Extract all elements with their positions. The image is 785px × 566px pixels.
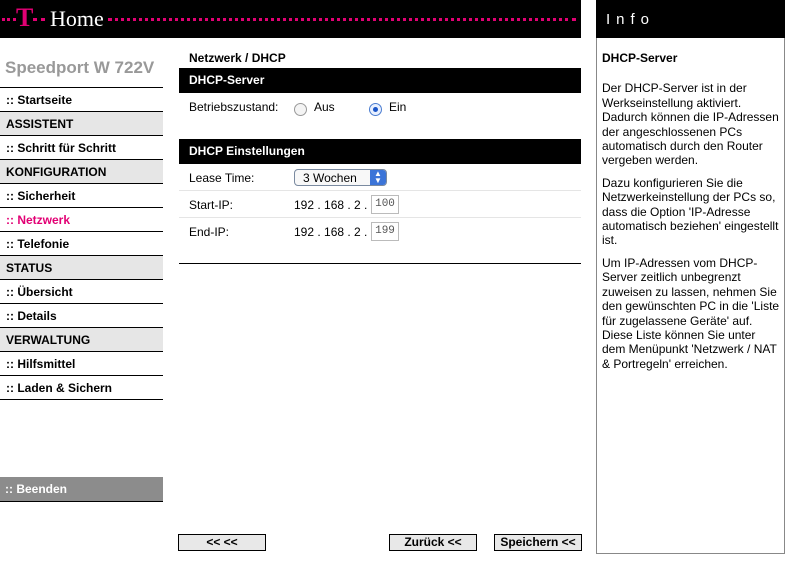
radio-aus-label[interactable]: Aus xyxy=(314,100,335,114)
start-ip-label: Start-IP: xyxy=(189,198,234,212)
end-ip-input[interactable]: 199 xyxy=(371,222,399,241)
banner-dots-left xyxy=(2,18,16,21)
radio-ein-label[interactable]: Ein xyxy=(389,100,407,114)
sidebar-section-konfiguration: KONFIGURATION xyxy=(0,159,163,183)
sidebar-item-hilfsmittel[interactable]: :: Hilfsmittel xyxy=(0,351,163,375)
sidebar-section-verwaltung: VERWALTUNG xyxy=(0,327,163,351)
telekom-logo: T xyxy=(16,3,34,32)
top-banner xyxy=(0,0,581,38)
banner-dots-mid xyxy=(33,18,45,21)
radio-ein[interactable] xyxy=(369,103,382,116)
info-paragraph: Dazu konfigurieren Sie die Netzwerkeinstellung der PCs so, dass die Option 'IP-Adresse automatisch beziehen' eingestellt ist. xyxy=(602,175,779,248)
start-ip-prefix: 192 . 168 . 2 . xyxy=(294,198,368,212)
info-header: Info xyxy=(596,0,785,38)
first-page-button[interactable]: << << xyxy=(178,534,266,551)
info-paragraph: Um IP-Adressen vom DHCP-Server zeitlich unbegrenzt zuweisen zu lassen, nehmen Sie den gewünschten PC in die 'Liste für zugelassene Geräte' auf. xyxy=(602,255,780,328)
info-panel xyxy=(596,38,785,554)
sidebar-item-startseite[interactable]: :: Startseite xyxy=(0,87,163,111)
end-ip-prefix: 192 . 168 . 2 . xyxy=(294,225,368,239)
info-paragraph: Der DHCP-Server ist in der Werkseinstellung aktiviert. Dadurch können die IP-Adressen der angeschlossenen PCs automatisch durch den Router vergeben werden. xyxy=(602,81,779,168)
back-button[interactable]: Zurück << xyxy=(389,534,477,551)
row-divider xyxy=(179,190,581,191)
lease-time-select[interactable] xyxy=(294,169,387,186)
end-ip-label: End-IP: xyxy=(189,225,230,239)
lease-time-value: 3 Wochen xyxy=(303,171,357,185)
start-ip-input[interactable]: 100 xyxy=(371,195,399,214)
sidebar-item-uebersicht[interactable]: :: Übersicht xyxy=(0,279,163,303)
content-divider xyxy=(179,263,581,264)
banner-title: Home xyxy=(50,6,104,31)
dhcp-settings-header: DHCP Einstellungen xyxy=(179,139,581,164)
info-title: DHCP-Server xyxy=(602,51,678,65)
sidebar-item-telefonie[interactable]: :: Telefonie xyxy=(0,231,163,255)
sidebar-item-sicherheit[interactable]: :: Sicherheit xyxy=(0,183,163,207)
breadcrumb: Netzwerk / DHCP xyxy=(189,51,286,65)
state-label: Betriebszustand: xyxy=(189,100,279,114)
sidebar-section-status: STATUS xyxy=(0,255,163,279)
sidebar-item-details[interactable]: :: Details xyxy=(0,303,163,327)
save-button[interactable]: Speichern << xyxy=(494,534,582,551)
dhcp-server-header: DHCP-Server xyxy=(179,68,581,93)
logout-button[interactable]: :: Beenden xyxy=(0,477,163,502)
lease-time-label: Lease Time: xyxy=(189,171,255,185)
sidebar-item-netzwerk[interactable]: :: Netzwerk xyxy=(0,207,163,231)
sidebar-section-assistent: ASSISTENT xyxy=(0,111,163,135)
info-paragraph: Diese Liste können Sie unter dem Menüpunkt 'Netzwerk / NAT & Portregeln' erreichen. xyxy=(602,327,777,371)
row-divider xyxy=(179,217,581,218)
device-name: Speedport W 722V xyxy=(5,58,155,77)
select-arrows-icon: ▲ ▼ xyxy=(370,170,386,185)
radio-aus[interactable] xyxy=(294,103,307,116)
banner-dots-right xyxy=(108,18,576,21)
sidebar-item-laden-sichern[interactable]: :: Laden & Sichern xyxy=(0,375,163,399)
sidebar-item-schritt-fuer-schritt[interactable]: :: Schritt für Schritt xyxy=(0,135,163,159)
sidebar-nav xyxy=(0,87,163,400)
